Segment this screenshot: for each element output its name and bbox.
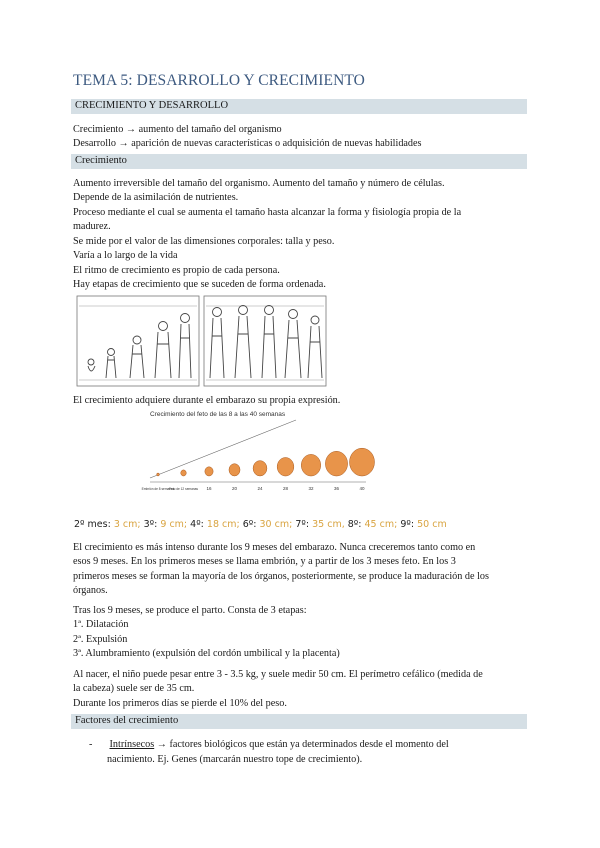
bullet-marker: - bbox=[89, 739, 93, 750]
section-heading: Crecimiento bbox=[75, 155, 127, 166]
size-value: 50 cm bbox=[417, 519, 447, 530]
fetus-mark bbox=[157, 473, 160, 476]
fetus-tick-label: 36 bbox=[333, 486, 340, 491]
text-line: la cabeza) suele ser de 35 cm. bbox=[73, 683, 195, 694]
size-label: 6º: bbox=[242, 519, 257, 530]
text-line: 2ª. Expulsión bbox=[73, 634, 128, 645]
text-line: Aumento irreversible del tamaño del organismo. Aumento del tamaño y número de células. bbox=[73, 178, 445, 189]
text-line: madurez. bbox=[73, 221, 111, 232]
fetus-tick-label: 20 bbox=[231, 486, 238, 491]
size-value: 35 cm, bbox=[312, 519, 345, 530]
fetus-mark bbox=[205, 467, 213, 476]
bullet-item bbox=[89, 738, 449, 751]
fetus-mark bbox=[181, 470, 186, 476]
fetus-tick-label: Feto de 12 semanas bbox=[168, 487, 199, 491]
text-line: 3ª. Alumbramiento (expulsión del cordón umbilical y la placenta) bbox=[73, 648, 340, 659]
text-line: Durante los primeros días se pierde el 10% del peso. bbox=[73, 698, 287, 709]
size-label: 2º mes: bbox=[74, 519, 111, 530]
bullet-term: Intrínsecos bbox=[109, 739, 155, 750]
text-line: Tras los 9 meses, se produce el parto. Consta de 3 etapas: bbox=[73, 605, 307, 616]
fetus-tick-label: 40 bbox=[359, 486, 365, 491]
fetus-mark bbox=[229, 464, 240, 476]
section-heading: Factores del crecimiento bbox=[75, 715, 179, 726]
text-line: Al nacer, el niño puede pesar entre 3 - 3.5 kg, y suele medir 50 cm. El perímetro cefálico (medida de bbox=[73, 669, 483, 680]
size-value: 18 cm; bbox=[206, 519, 240, 530]
fetus-mark bbox=[277, 458, 294, 477]
monthly-sizes bbox=[74, 519, 447, 530]
size-value: 9 cm; bbox=[160, 519, 188, 530]
fetus-tick-label: 32 bbox=[308, 486, 314, 491]
fetus-growth-illustration bbox=[141, 406, 370, 500]
section-heading-band bbox=[71, 99, 527, 114]
fetus-tick-label: Embrión de 8 semanas bbox=[141, 487, 175, 491]
text-line: Proceso mediante el cual se aumenta el tamaño hasta alcanzar la forma y fisiología propia de la bbox=[73, 207, 462, 218]
text-line: Varía a lo largo de la vida bbox=[73, 250, 178, 261]
size-label: 3º: bbox=[143, 519, 158, 530]
size-value: 30 cm; bbox=[259, 519, 293, 530]
page-title: TEMA 5: DESARROLLO Y CRECIMIENTO bbox=[73, 72, 365, 89]
text-line: El ritmo de crecimiento es propio de cada persona. bbox=[73, 265, 280, 276]
fetus-tick-label: 24 bbox=[257, 486, 263, 491]
text-line: 1ª. Dilatación bbox=[73, 619, 129, 630]
size-label: 9º: bbox=[400, 519, 415, 530]
fetus-tick-label: 16 bbox=[206, 486, 212, 491]
size-label: 4º: bbox=[190, 519, 204, 530]
text-line: Crecimiento → aumento del tamaño del organismo bbox=[73, 124, 282, 135]
growth-stages-illustration bbox=[77, 296, 326, 387]
size-label: 7º: bbox=[295, 519, 310, 530]
fetus-mark bbox=[301, 454, 320, 476]
fetus-mark bbox=[253, 461, 267, 476]
text-line: Depende de la asimilación de nutrientes. bbox=[73, 192, 239, 203]
text-line: Desarrollo → aparición de nuevas características o adquisición de nuevas habilidades bbox=[73, 138, 422, 149]
fetus-mark bbox=[325, 451, 347, 476]
text-line: Se mide por el valor de las dimensiones corporales: talla y peso. bbox=[73, 236, 335, 247]
section-heading-band bbox=[71, 154, 527, 169]
fetus-mark bbox=[349, 448, 374, 476]
fetus-chart-title: Crecimiento del feto de las 8 a las 40 semanas bbox=[150, 411, 286, 418]
size-label: 8º: bbox=[347, 519, 362, 530]
text-line: primeros meses se forman la mayoría de los órganos, posteriormente, se produce la maduración de los bbox=[73, 571, 489, 582]
text-line: El crecimiento es más intenso durante los 9 meses del embarazo. Nunca creceremos tanto como en bbox=[73, 542, 476, 553]
text-line: esos 9 meses. En los primeros meses se llama embrión, y a partir de los 3 meses feto. En los 3 bbox=[73, 556, 456, 567]
text-line: órganos. bbox=[73, 585, 108, 596]
size-value: 3 cm; bbox=[113, 519, 141, 530]
text-line: El crecimiento adquiere durante el embarazo su propia expresión. bbox=[73, 395, 341, 406]
section-heading-band bbox=[71, 714, 527, 729]
text-line: Hay etapas de crecimiento que se suceden de forma ordenada. bbox=[73, 279, 326, 290]
bullet-continuation: nacimiento. Ej. Genes (marcarán nuestro tope de crecimiento). bbox=[107, 754, 363, 765]
size-value: 45 cm; bbox=[364, 519, 398, 530]
bullet-text: → factores biológicos que están ya determinados desde el momento del bbox=[154, 739, 449, 750]
fetus-tick-label: 28 bbox=[282, 486, 289, 491]
section-heading: CRECIMIENTO Y DESARROLLO bbox=[75, 100, 229, 111]
